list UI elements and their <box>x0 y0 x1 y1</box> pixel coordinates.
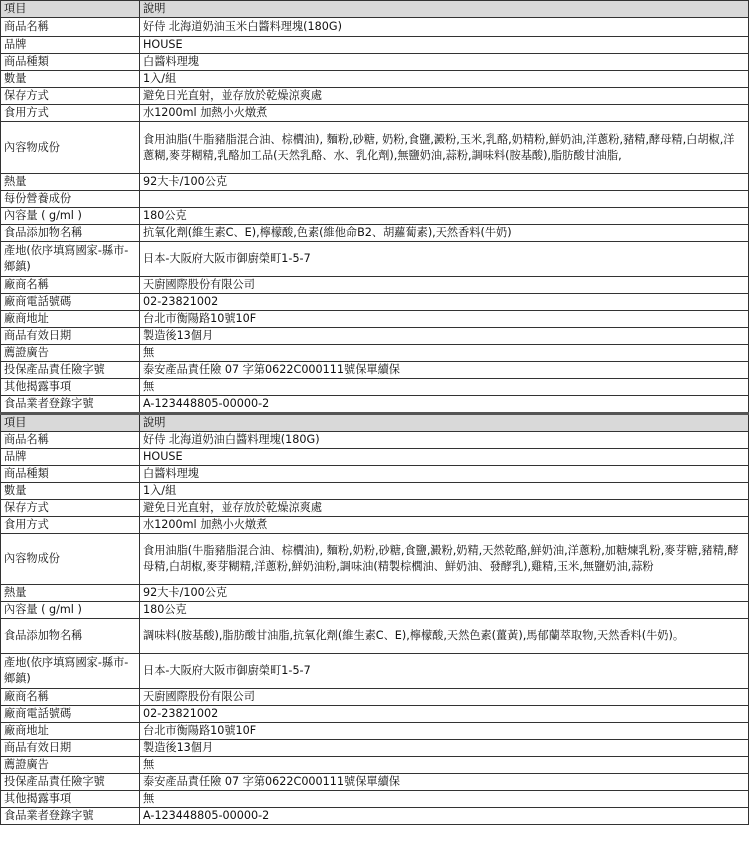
row-label: 廠商名稱 <box>1 277 140 294</box>
row-label: 產地(依序填寫國家-縣市-鄉鎮) <box>1 654 140 689</box>
header-item-label: 項目 <box>1 414 140 432</box>
table-row <box>1 242 749 277</box>
row-value: 泰安產品責任險 07 字第0622C000111號保單續保 <box>140 774 749 791</box>
table-row <box>1 225 749 242</box>
table-row <box>1 534 749 585</box>
row-value: 無 <box>140 379 749 396</box>
table-row <box>1 311 749 328</box>
row-label: 保存方式 <box>1 88 140 105</box>
row-value: 食用油脂(牛脂豬脂混合油、棕櫚油), 麵粉,奶粉,砂糖,食鹽,澱粉,奶精,天然乾酪,鮮奶油,洋蔥粉,加糖煉乳粉,麥芽糖,豬精,酵母精,白胡椒,麥芽糊精,洋蔥粉,鮮奶油粉,調味油(精製棕櫚油、鮮奶油、發酵乳),雞精,玉米,無鹽奶油,蒜粉 <box>140 534 749 585</box>
row-label: 商品種類 <box>1 466 140 483</box>
table-row <box>1 328 749 345</box>
table-row <box>1 654 749 689</box>
row-value: 92大卡/100公克 <box>140 585 749 602</box>
row-label: 數量 <box>1 483 140 500</box>
row-label: 食品業者登錄字號 <box>1 808 140 825</box>
table-row <box>1 277 749 294</box>
table-row <box>1 71 749 88</box>
section-header-row <box>1 414 749 432</box>
row-label: 內容物成份 <box>1 122 140 174</box>
table-row <box>1 432 749 449</box>
row-value: 好侍 北海道奶油玉米白醬料理塊(180G) <box>140 18 749 37</box>
header-description-label: 說明 <box>140 1 749 18</box>
table-row <box>1 757 749 774</box>
table-row <box>1 791 749 808</box>
row-value: 02-23821002 <box>140 294 749 311</box>
row-value: 食用油脂(牛脂豬脂混合油、棕櫚油), 麵粉,砂糖, 奶粉,食鹽,澱粉,玉米,乳酪,奶精粉,鮮奶油,洋蔥粉,豬精,酵母精,白胡椒,洋蔥糊,麥芽糊精,乳酪加工品(天然乳酪、水、乳化劑),無鹽奶油,蒜粉,調味料(胺基酸),脂肪酸甘油脂, <box>140 122 749 174</box>
table-row <box>1 379 749 396</box>
row-value: 泰安產品責任險 07 字第0622C000111號保單續保 <box>140 362 749 379</box>
table-row <box>1 362 749 379</box>
table-row <box>1 602 749 619</box>
row-value: 台北市衡陽路10號10F <box>140 311 749 328</box>
row-value: 製造後13個月 <box>140 328 749 345</box>
table-row <box>1 174 749 191</box>
table-row <box>1 483 749 500</box>
row-value: 避免日光直射，並存放於乾燥涼爽處 <box>140 88 749 105</box>
row-value <box>140 191 749 208</box>
row-label: 廠商地址 <box>1 311 140 328</box>
row-value: 02-23821002 <box>140 706 749 723</box>
row-label: 內容量 ( g/ml ) <box>1 208 140 225</box>
row-value: 水1200ml 加熱小火燉煮 <box>140 105 749 122</box>
row-value: A-123448805-00000-2 <box>140 396 749 414</box>
row-value: 日本-大阪府大阪市御廚榮町1-5-7 <box>140 242 749 277</box>
table-row <box>1 191 749 208</box>
row-value: 白醬料理塊 <box>140 466 749 483</box>
row-label: 熱量 <box>1 174 140 191</box>
row-label: 其他揭露事項 <box>1 791 140 808</box>
row-value: 白醬料理塊 <box>140 54 749 71</box>
row-label: 品牌 <box>1 37 140 54</box>
table-row <box>1 500 749 517</box>
table-row <box>1 740 749 757</box>
table-row <box>1 37 749 54</box>
table-row <box>1 345 749 362</box>
row-label: 投保產品責任險字號 <box>1 362 140 379</box>
table-row <box>1 396 749 414</box>
table-row <box>1 88 749 105</box>
row-value: 1入/組 <box>140 71 749 88</box>
row-label: 商品有效日期 <box>1 740 140 757</box>
table-row <box>1 466 749 483</box>
table-row <box>1 808 749 825</box>
row-value: 水1200ml 加熱小火燉煮 <box>140 517 749 534</box>
row-value: HOUSE <box>140 37 749 54</box>
section-header-row <box>1 1 749 18</box>
row-label: 廠商電話號碼 <box>1 706 140 723</box>
row-value: 台北市衡陽路10號10F <box>140 723 749 740</box>
row-label: 產地(依序填寫國家-縣市-鄉鎮) <box>1 242 140 277</box>
row-value: 抗氧化劑(維生素C、E),檸檬酸,色素(維他命B2、胡蘿蔔素),天然香料(牛奶) <box>140 225 749 242</box>
row-label: 保存方式 <box>1 500 140 517</box>
row-label: 廠商地址 <box>1 723 140 740</box>
header-description-label: 說明 <box>140 414 749 432</box>
row-value: 調味料(胺基酸),脂肪酸甘油脂,抗氧化劑(維生素C、E),檸檬酸,天然色素(薑黃),馬郁蘭萃取物,天然香料(牛奶)。 <box>140 619 749 654</box>
row-label: 熱量 <box>1 585 140 602</box>
row-value: 好侍 北海道奶油白醬料理塊(180G) <box>140 432 749 449</box>
row-label: 食用方式 <box>1 517 140 534</box>
row-value: 無 <box>140 791 749 808</box>
row-value: 天廚國際股份有限公司 <box>140 689 749 706</box>
row-label: 商品名稱 <box>1 18 140 37</box>
row-value: 製造後13個月 <box>140 740 749 757</box>
row-label: 廠商電話號碼 <box>1 294 140 311</box>
row-value: A-123448805-00000-2 <box>140 808 749 825</box>
spec-table-body <box>1 1 749 825</box>
row-label: 內容物成份 <box>1 534 140 585</box>
row-value: 180公克 <box>140 208 749 225</box>
table-row <box>1 585 749 602</box>
table-row <box>1 294 749 311</box>
row-value: HOUSE <box>140 449 749 466</box>
row-value: 無 <box>140 345 749 362</box>
row-label: 商品名稱 <box>1 432 140 449</box>
table-row <box>1 517 749 534</box>
table-row <box>1 774 749 791</box>
row-value: 天廚國際股份有限公司 <box>140 277 749 294</box>
row-label: 其他揭露事項 <box>1 379 140 396</box>
row-label: 食品添加物名稱 <box>1 225 140 242</box>
row-value: 日本-大阪府大阪市御廚榮町1-5-7 <box>140 654 749 689</box>
row-label: 食用方式 <box>1 105 140 122</box>
row-value: 避免日光直射，並存放於乾燥涼爽處 <box>140 500 749 517</box>
header-item-label: 項目 <box>1 1 140 18</box>
row-value: 1入/組 <box>140 483 749 500</box>
row-value: 無 <box>140 757 749 774</box>
row-label: 內容量 ( g/ml ) <box>1 602 140 619</box>
row-label: 食品業者登錄字號 <box>1 396 140 414</box>
row-label: 薦證廣告 <box>1 345 140 362</box>
table-row <box>1 723 749 740</box>
table-row <box>1 449 749 466</box>
row-label: 品牌 <box>1 449 140 466</box>
row-label: 商品有效日期 <box>1 328 140 345</box>
row-label: 每份營養成份 <box>1 191 140 208</box>
table-row <box>1 122 749 174</box>
row-value: 180公克 <box>140 602 749 619</box>
table-row <box>1 619 749 654</box>
table-row <box>1 689 749 706</box>
row-value: 92大卡/100公克 <box>140 174 749 191</box>
row-label: 投保產品責任險字號 <box>1 774 140 791</box>
row-label: 薦證廣告 <box>1 757 140 774</box>
table-row <box>1 208 749 225</box>
table-row <box>1 105 749 122</box>
row-label: 數量 <box>1 71 140 88</box>
table-row <box>1 54 749 71</box>
row-label: 商品種類 <box>1 54 140 71</box>
table-row <box>1 706 749 723</box>
table-row <box>1 18 749 37</box>
row-label: 食品添加物名稱 <box>1 619 140 654</box>
row-label: 廠商名稱 <box>1 689 140 706</box>
